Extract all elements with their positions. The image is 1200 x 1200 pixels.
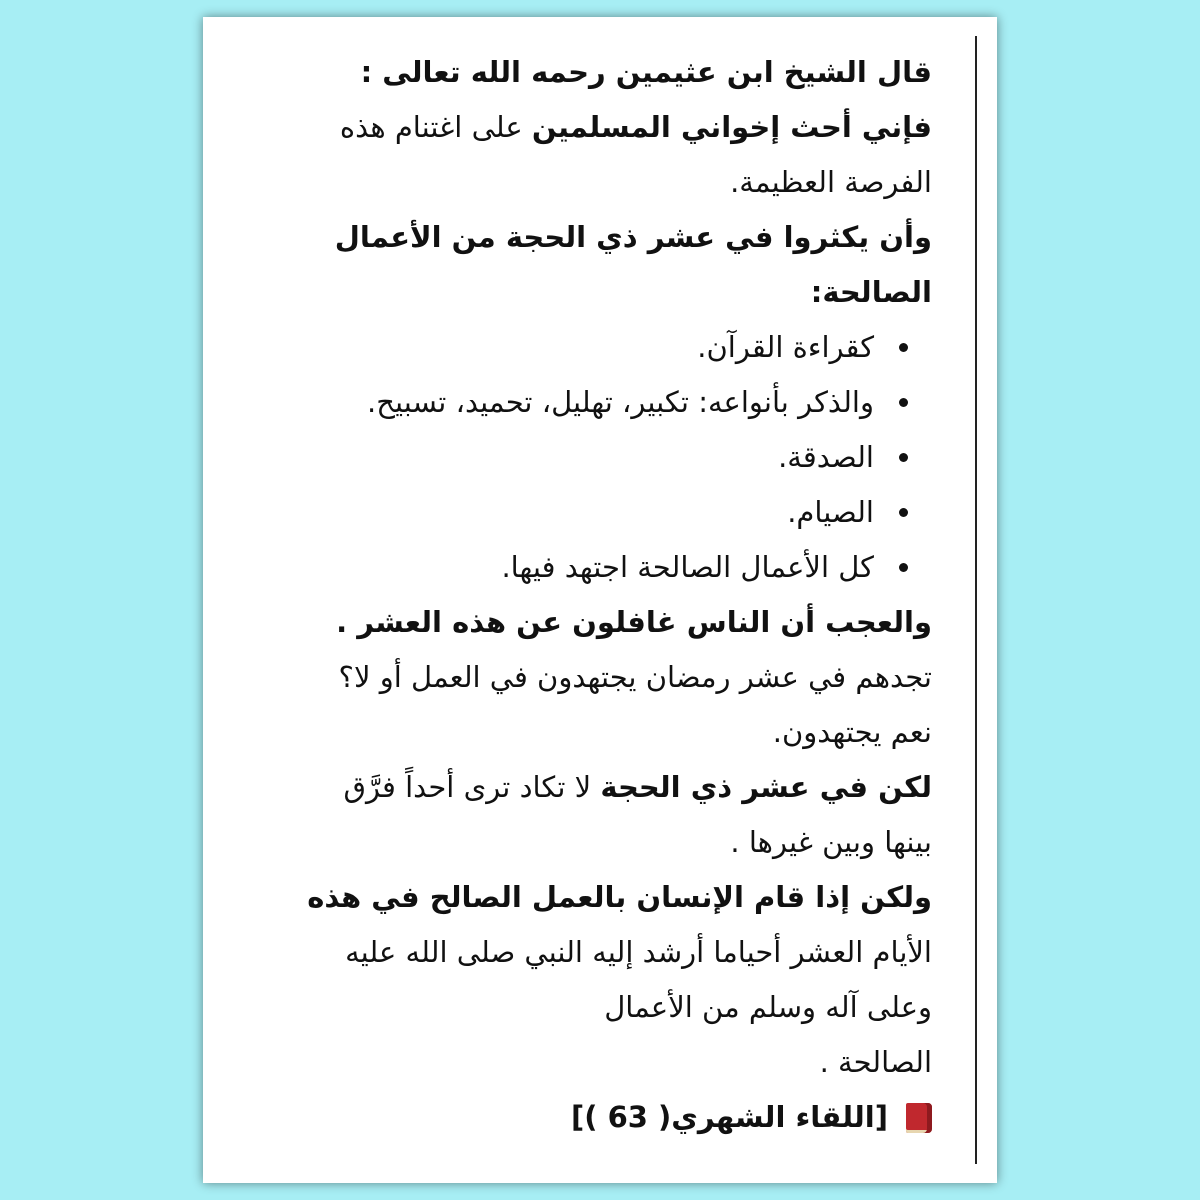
paragraph-2-line-1: وأن يكثروا في عشر ذي الحجة من الأعمال — [334, 220, 932, 254]
paragraph-4-line-1: تجدهم في عشر رمضان يجتهدون في العمل أو لا؟ — [338, 660, 932, 694]
bullet-icon — [899, 508, 908, 517]
paragraph-5-bold: لكن في عشر ذي الحجة — [600, 770, 932, 804]
list-item-text: الصدقة. — [778, 440, 874, 474]
paragraph-1-line-2: الفرصة العظيمة. — [730, 165, 932, 199]
list-item — [282, 320, 932, 375]
paragraph-6-line-4: الصالحة . — [819, 1045, 932, 1079]
list-item-text: والذكر بأنواعه: تكبير، تهليل، تحميد، تسبيح. — [367, 385, 874, 419]
bullet-icon — [899, 343, 908, 352]
paragraph-1-bold: فإني أحث إخواني المسلمين — [531, 110, 932, 144]
source-citation — [282, 1090, 932, 1145]
vertical-divider — [975, 36, 977, 1164]
paragraph-4-line-2: نعم يجتهدون. — [772, 715, 932, 749]
paragraph-6-line-3: وعلى آله وسلم من الأعمال — [604, 990, 932, 1024]
source-text: [اللقاء الشهري( 63 )] — [570, 1100, 888, 1134]
paragraph-1-line-1 — [282, 100, 932, 155]
list-item — [282, 375, 932, 430]
paragraph-5-line-2: بينها وبين غيرها . — [730, 825, 932, 859]
bullet-icon — [899, 563, 908, 572]
paragraph-5-normal: لا تكاد ترى أحداً فرَّق — [343, 770, 601, 804]
paragraph-1-normal: على اغتنام هذه — [339, 110, 532, 144]
paragraph-6-line-1: ولكن إذا قام الإنسان بالعمل الصالح في هذه — [307, 880, 932, 914]
paragraph-6-line-2: الأيام العشر أحياما أرشد إليه النبي صلى الله عليه — [345, 935, 932, 969]
list-item-text: الصيام. — [787, 495, 874, 529]
heading: قال الشيخ ابن عثيمين رحمه الله تعالى : — [360, 55, 932, 89]
list-item — [282, 485, 932, 540]
list-item — [282, 430, 932, 485]
paragraph-2-line-2: الصالحة: — [810, 275, 932, 309]
paragraph-5-line-1 — [282, 760, 932, 815]
document-text — [282, 45, 932, 1145]
list-item-text: كقراءة القرآن. — [697, 330, 874, 364]
list-item-text: كل الأعمال الصالحة اجتهد فيها. — [501, 550, 874, 584]
book-icon — [906, 1103, 932, 1133]
paragraph-3: والعجب أن الناس غافلون عن هذه العشر . — [336, 605, 932, 639]
list-item — [282, 540, 932, 595]
bullet-icon — [899, 398, 908, 407]
bullet-icon — [899, 453, 908, 462]
